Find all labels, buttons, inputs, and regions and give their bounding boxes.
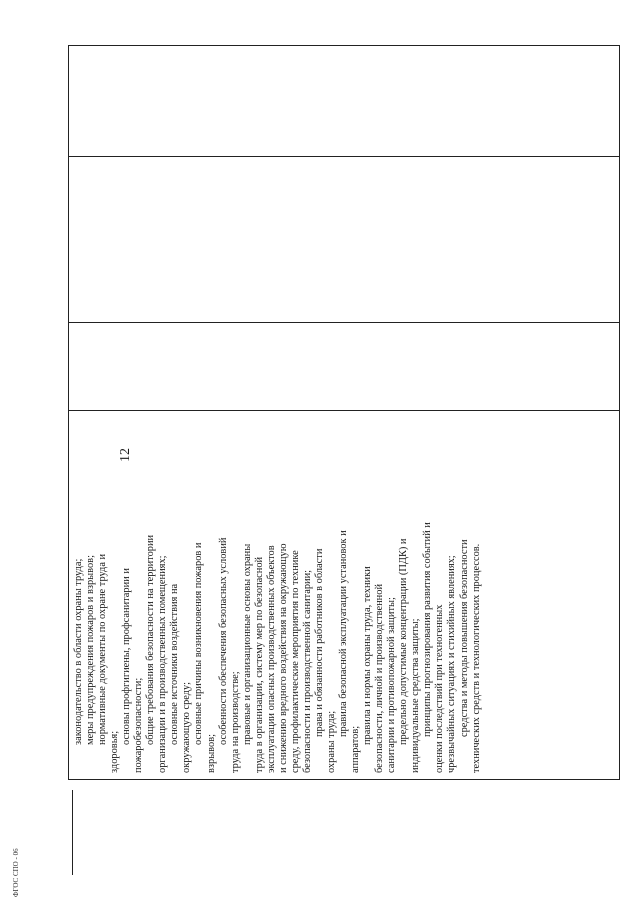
text-line: общие требования безопасности на территории bbox=[145, 534, 157, 745]
text-line: труда в организации, систему мер по безопасной bbox=[253, 556, 265, 773]
text-line: среду, профилактические мероприятия по технике bbox=[289, 550, 301, 773]
text-line: права и обязанности работников в области bbox=[313, 548, 325, 737]
text-line: предельно допустимые концентрации (ПДК) и bbox=[398, 538, 410, 745]
text-line: окружающую среду; bbox=[181, 682, 193, 773]
text-line: и снижению вредного воздействия на окружающую bbox=[277, 543, 289, 773]
text-line: принципы прогнозирования развития событий и bbox=[422, 522, 434, 737]
text-line: законодательство в области охраны труда; bbox=[73, 558, 84, 745]
text-line: санитарии и противопожарной защиты; bbox=[386, 597, 398, 773]
text-line: технических средств и технологических процессов. bbox=[470, 543, 482, 773]
standards-table bbox=[68, 45, 620, 780]
page-number: 12 bbox=[118, 448, 133, 462]
text-line: основы профгигиены, профсанитарии и bbox=[121, 568, 133, 745]
requirements-text bbox=[73, 421, 483, 773]
text-line: безопасности, личной и производственной bbox=[374, 584, 386, 773]
text-line: оценки последствий при техногенных bbox=[434, 604, 446, 773]
text-line: взрывов; bbox=[205, 733, 217, 773]
text-line: индивидуальные средства защиты; bbox=[410, 618, 422, 773]
text-line: основные источники воздействия на bbox=[169, 583, 181, 745]
text-line: организации и в производственных помещениях; bbox=[157, 555, 169, 773]
table-column-2 bbox=[69, 322, 619, 411]
text-line: нормативные документы по охране труда и bbox=[97, 553, 109, 745]
text-line: эксплуатации опасных производственных объектов bbox=[265, 545, 277, 773]
table-column-content bbox=[69, 411, 619, 779]
text-line: особенности обеспечения безопасных условий bbox=[217, 537, 229, 745]
text-line: основные причины возникновения пожаров и bbox=[193, 542, 205, 745]
footer-mark: ФГОС СПО - 06 bbox=[12, 848, 20, 897]
text-line: чрезвычайных ситуациях и стихийных явлениях; bbox=[446, 555, 458, 773]
text-line: труда на производстве; bbox=[229, 671, 241, 773]
table-column-4 bbox=[69, 43, 619, 157]
text-line: средства и методы повышения безопасности bbox=[458, 539, 470, 737]
text-line: охраны труда; bbox=[325, 710, 337, 773]
text-line: пожаробезопасности; bbox=[133, 677, 145, 773]
text-line: правила и нормы охраны труда, техники bbox=[362, 566, 374, 745]
text-line: меры предупреждения пожаров и взрывов; bbox=[85, 555, 97, 745]
text-line: здоровья; bbox=[109, 730, 121, 773]
text-line: правовые и организационные основы охраны bbox=[241, 543, 253, 745]
footer-rule bbox=[72, 790, 73, 875]
text-line: правила безопасной эксплуатации установок и bbox=[338, 530, 350, 737]
table-column-3 bbox=[69, 156, 619, 323]
text-line: безопасности и производственной санитарии; bbox=[301, 569, 313, 773]
text-line: аппаратов; bbox=[350, 725, 362, 773]
